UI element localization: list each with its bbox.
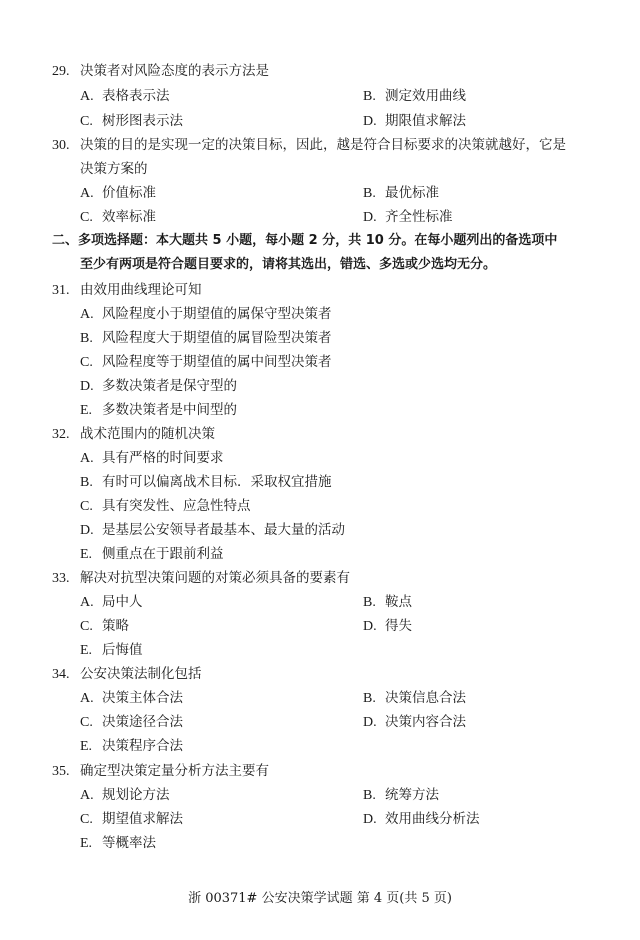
q35-option-c bbox=[80, 807, 183, 831]
question-33-stem bbox=[52, 566, 350, 590]
q29-option-c bbox=[80, 109, 183, 133]
q32-option-e bbox=[80, 542, 224, 566]
option-text: 效率标准 bbox=[102, 209, 156, 225]
q30-option-a bbox=[80, 181, 156, 205]
q34-option-d bbox=[363, 710, 466, 734]
q32-option-c bbox=[80, 494, 251, 518]
option-text: 表格表示法 bbox=[102, 88, 170, 104]
option-text: 期限值求解法 bbox=[385, 113, 466, 129]
section-2-heading: 二、多项选择题：本大题共 5 小题，每小题 2 分，共 10 分。在每小题列出的备选项中 bbox=[52, 233, 558, 248]
option-letter: C. bbox=[80, 355, 93, 370]
option-letter: A. bbox=[80, 89, 94, 104]
option-letter: C. bbox=[80, 499, 93, 514]
q31-option-d bbox=[80, 374, 237, 398]
option-text: 决策程序合法 bbox=[102, 738, 183, 754]
q31-option-c bbox=[80, 350, 332, 374]
option-letter: A. bbox=[80, 307, 94, 322]
option-letter: C. bbox=[80, 715, 93, 730]
q32-option-d bbox=[80, 518, 345, 542]
q34-option-e bbox=[80, 734, 183, 758]
option-letter: A. bbox=[80, 788, 94, 803]
option-text: 局中人 bbox=[102, 594, 143, 610]
q29-option-b bbox=[363, 84, 466, 108]
option-text: 规划论方法 bbox=[102, 787, 170, 803]
option-letter: E. bbox=[80, 403, 93, 418]
section-2-instructions: 至少有两项是符合题目要求的，请将其选出，错选、多选或少选均无分。 bbox=[80, 257, 497, 272]
option-text: 齐全性标准 bbox=[385, 209, 453, 225]
option-text: 多数决策者是中间型的 bbox=[102, 402, 237, 418]
option-letter: A. bbox=[80, 451, 94, 466]
q35-option-d bbox=[363, 807, 480, 831]
q34-option-b bbox=[363, 686, 466, 710]
question-30-stem-continued bbox=[80, 157, 148, 181]
option-text: 决策信息合法 bbox=[385, 690, 466, 706]
option-letter: A. bbox=[80, 691, 94, 706]
option-letter: C. bbox=[80, 210, 93, 225]
option-letter: E. bbox=[80, 836, 93, 851]
option-text: 最优标准 bbox=[385, 185, 439, 201]
question-text: 公安决策法制化包括 bbox=[80, 666, 202, 682]
question-29-stem bbox=[52, 59, 269, 83]
question-number: 35. bbox=[52, 764, 70, 779]
option-letter: D. bbox=[80, 523, 94, 538]
q30-option-b bbox=[363, 181, 439, 205]
question-number: 30. bbox=[52, 138, 70, 153]
q34-option-c bbox=[80, 710, 183, 734]
option-letter: B. bbox=[363, 186, 376, 201]
q32-option-b bbox=[80, 470, 332, 494]
option-letter: A. bbox=[80, 186, 94, 201]
option-text: 后悔值 bbox=[102, 642, 143, 658]
option-text: 得失 bbox=[385, 618, 412, 634]
option-text: 树形图表示法 bbox=[102, 113, 183, 129]
option-letter: D. bbox=[363, 812, 377, 827]
question-number: 29. bbox=[52, 64, 70, 79]
option-text: 多数决策者是保守型的 bbox=[102, 378, 237, 394]
option-text: 有时可以偏离战术目标．采取权宜措施 bbox=[102, 474, 332, 490]
option-letter: D. bbox=[363, 715, 377, 730]
option-text: 鞍点 bbox=[385, 594, 412, 610]
q35-option-e bbox=[80, 831, 156, 855]
option-letter: B. bbox=[363, 89, 376, 104]
question-35-stem bbox=[52, 759, 269, 783]
question-30-stem bbox=[52, 133, 566, 157]
option-text: 决策主体合法 bbox=[102, 690, 183, 706]
option-letter: C. bbox=[80, 619, 93, 634]
q34-option-a bbox=[80, 686, 183, 710]
question-text: 战术范围内的随机决策 bbox=[80, 426, 215, 442]
option-text: 具有严格的时间要求 bbox=[102, 450, 224, 466]
option-text: 策略 bbox=[102, 618, 129, 634]
option-letter: B. bbox=[80, 331, 93, 346]
question-34-stem bbox=[52, 662, 202, 686]
page-footer: 浙 00371# 公安决策学试题 第 4 页(共 5 页) bbox=[188, 891, 452, 906]
question-number: 32. bbox=[52, 427, 70, 442]
option-text: 决策内容合法 bbox=[385, 714, 466, 730]
option-letter: E. bbox=[80, 739, 93, 754]
option-letter: D. bbox=[363, 619, 377, 634]
option-letter: D. bbox=[363, 210, 377, 225]
option-letter: E. bbox=[80, 643, 93, 658]
question-text: 解决对抗型决策问题的对策必须具备的要素有 bbox=[80, 570, 350, 586]
q29-option-d bbox=[363, 109, 466, 133]
option-letter: C. bbox=[80, 114, 93, 129]
q32-option-a bbox=[80, 446, 224, 470]
q33-option-a bbox=[80, 590, 143, 614]
option-text: 价值标准 bbox=[102, 185, 156, 201]
q33-option-c bbox=[80, 614, 129, 638]
question-number: 34. bbox=[52, 667, 70, 682]
option-letter: D. bbox=[80, 379, 94, 394]
question-number: 31. bbox=[52, 283, 70, 298]
question-31-stem bbox=[52, 278, 202, 302]
question-number: 33. bbox=[52, 571, 70, 586]
option-text: 决策途径合法 bbox=[102, 714, 183, 730]
q30-option-d bbox=[363, 205, 453, 229]
option-text: 是基层公安领导者最基本、最大量的活动 bbox=[102, 522, 345, 538]
option-text: 风险程度等于期望值的属中间型决策者 bbox=[102, 354, 332, 370]
option-text: 测定效用曲线 bbox=[385, 88, 466, 104]
q33-option-e bbox=[80, 638, 143, 662]
option-letter: B. bbox=[80, 475, 93, 490]
question-text: 决策方案的 bbox=[80, 161, 148, 177]
option-text: 侧重点在于跟前利益 bbox=[102, 546, 224, 562]
q31-option-a bbox=[80, 302, 332, 326]
option-text: 效用曲线分析法 bbox=[385, 811, 480, 827]
option-letter: A. bbox=[80, 595, 94, 610]
question-text: 确定型决策定量分析方法主要有 bbox=[80, 763, 269, 779]
option-letter: B. bbox=[363, 691, 376, 706]
q35-option-b bbox=[363, 783, 439, 807]
option-letter: D. bbox=[363, 114, 377, 129]
q31-option-e bbox=[80, 398, 237, 422]
option-text: 等概率法 bbox=[102, 835, 156, 851]
option-letter: B. bbox=[363, 595, 376, 610]
q33-option-b bbox=[363, 590, 412, 614]
option-text: 风险程度小于期望值的属保守型决策者 bbox=[102, 306, 332, 322]
q31-option-b bbox=[80, 326, 332, 350]
option-letter: E. bbox=[80, 547, 93, 562]
option-text: 期望值求解法 bbox=[102, 811, 183, 827]
option-text: 具有突发性、应急性特点 bbox=[102, 498, 251, 514]
option-letter: B. bbox=[363, 788, 376, 803]
q33-option-d bbox=[363, 614, 412, 638]
question-32-stem bbox=[52, 422, 215, 446]
q30-option-c bbox=[80, 205, 156, 229]
option-letter: C. bbox=[80, 812, 93, 827]
question-text: 决策的目的是实现一定的决策目标，因此，越是符合目标要求的决策就越好，它是 bbox=[80, 137, 566, 153]
question-text: 决策者对风险态度的表示方法是 bbox=[80, 63, 269, 79]
option-text: 风险程度大于期望值的属冒险型决策者 bbox=[102, 330, 332, 346]
question-text: 由效用曲线理论可知 bbox=[80, 282, 202, 298]
q29-option-a bbox=[80, 84, 170, 108]
option-text: 统筹方法 bbox=[385, 787, 439, 803]
q35-option-a bbox=[80, 783, 170, 807]
